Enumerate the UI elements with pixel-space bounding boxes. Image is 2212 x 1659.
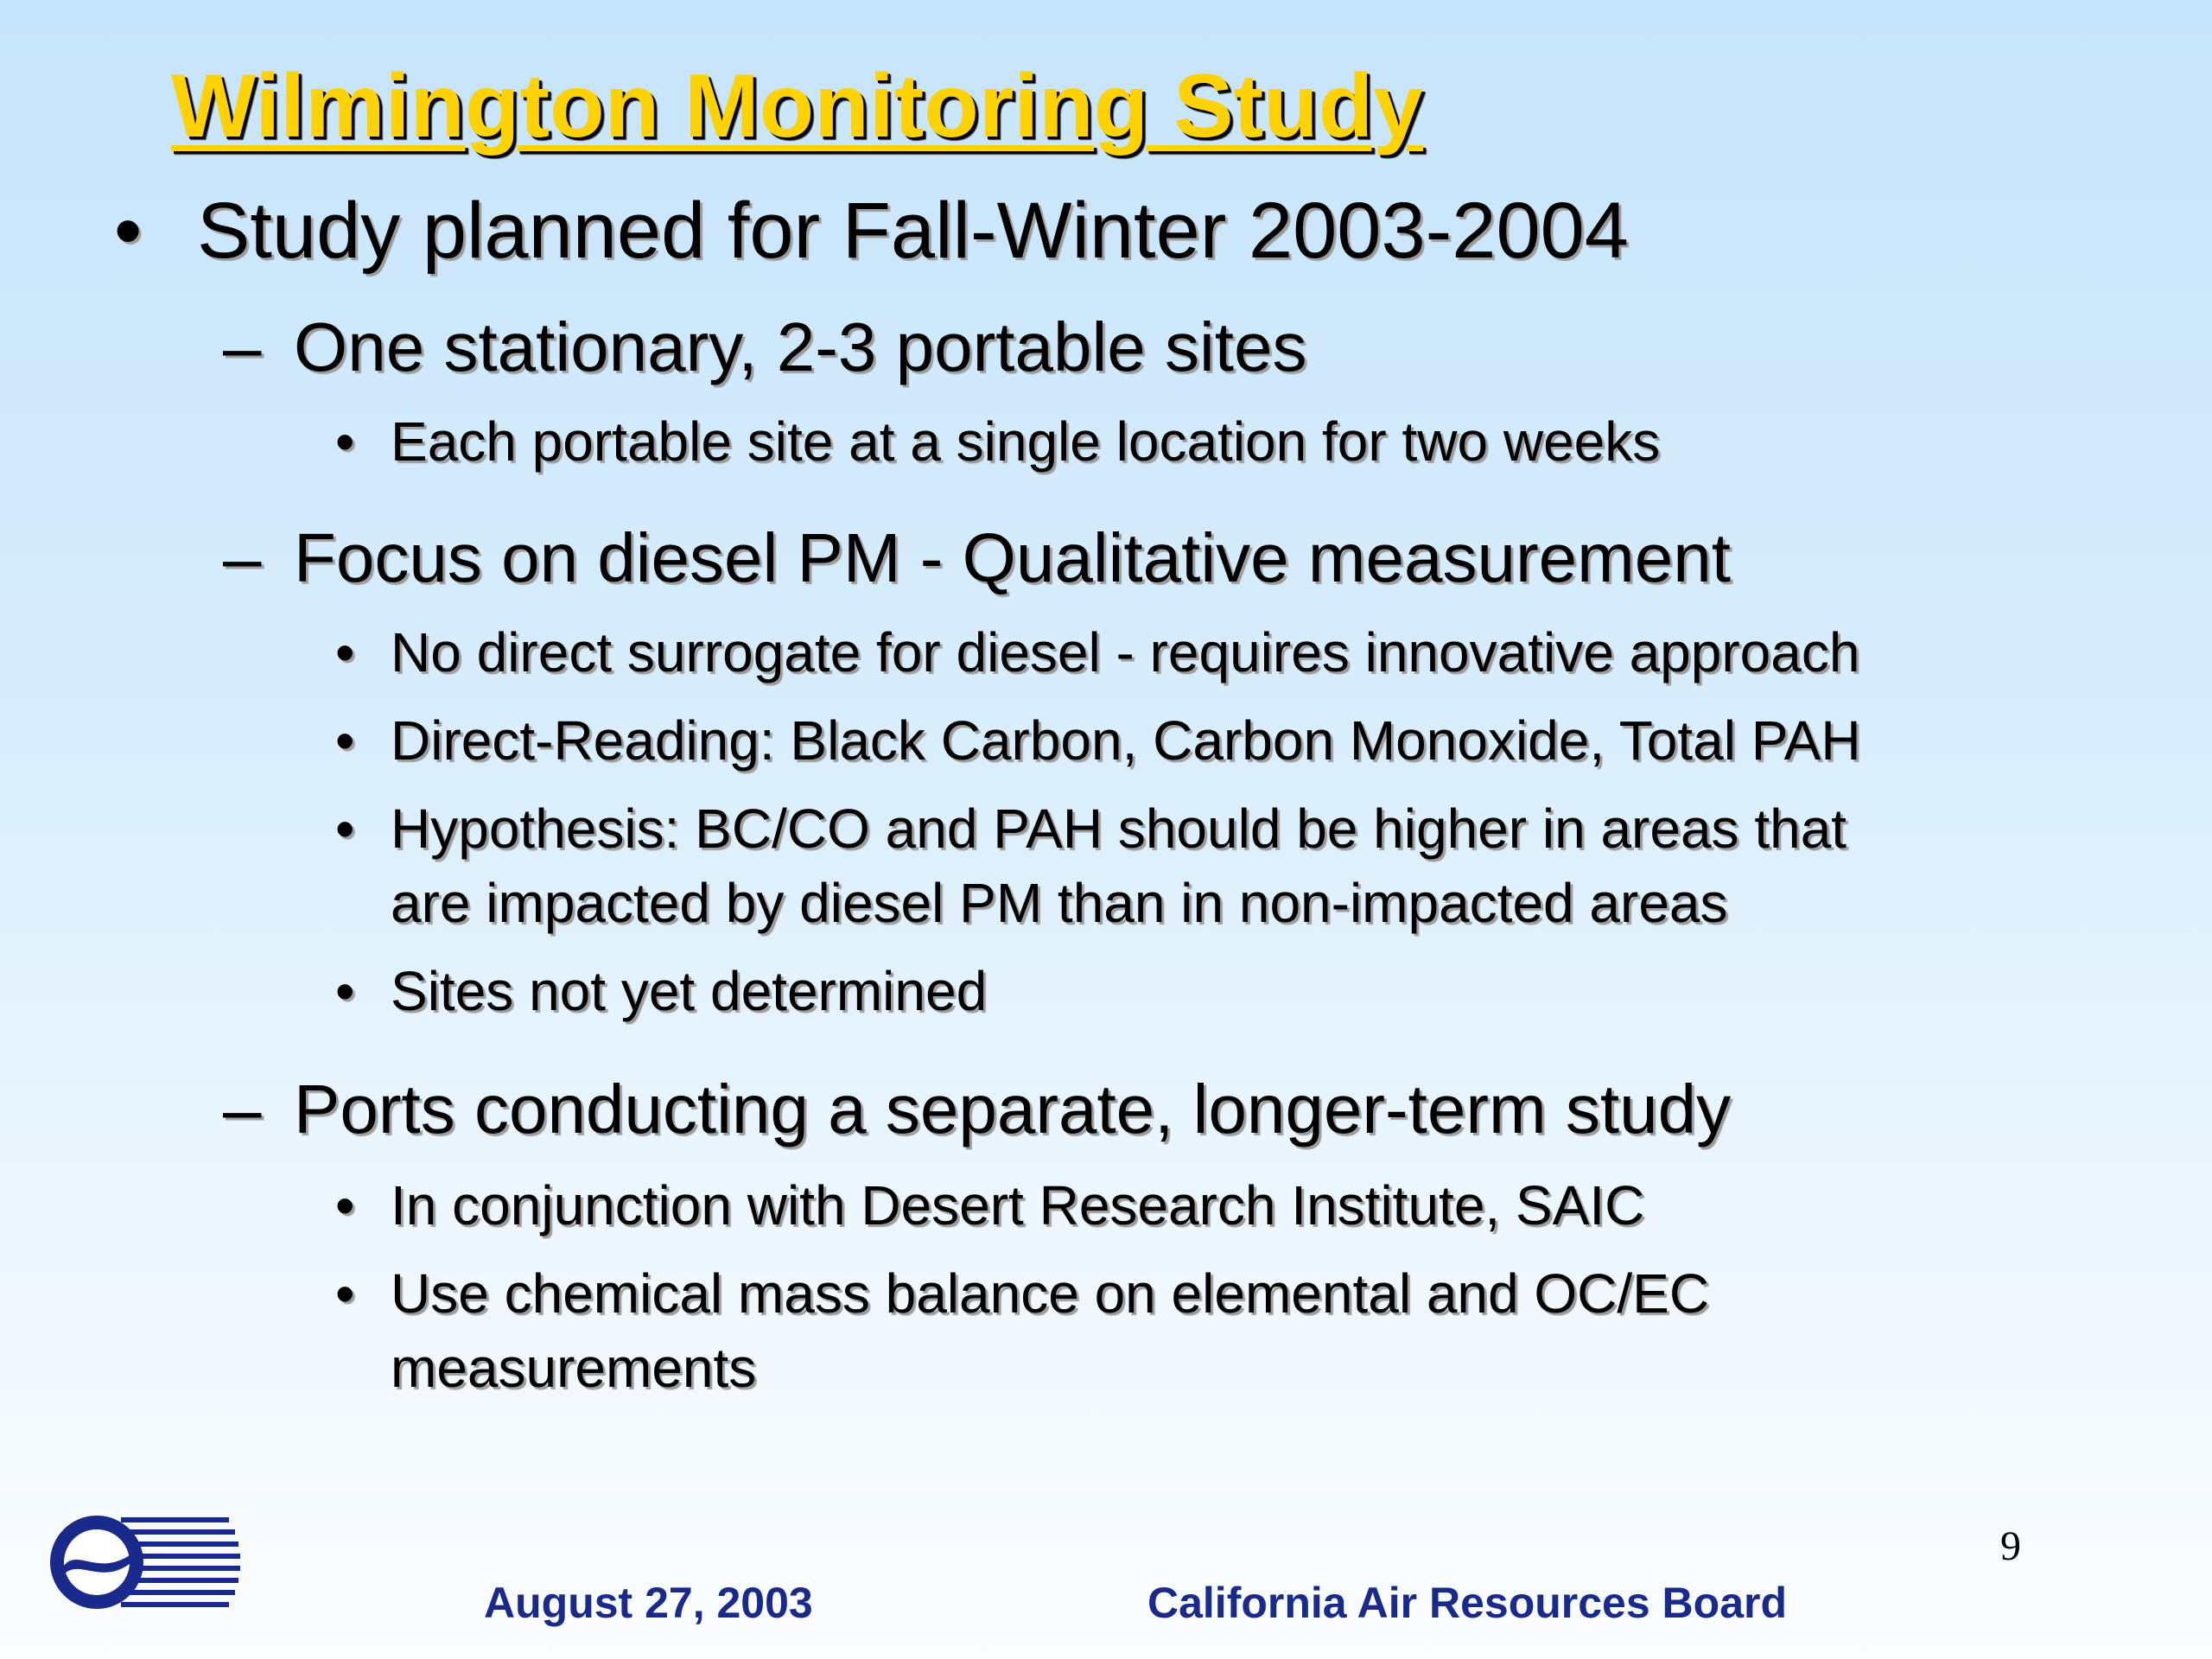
carb-logo-icon	[43, 1510, 242, 1612]
dash-marker: –	[223, 519, 262, 596]
bullet-direct-reading: Direct-Reading: Black Carbon, Carbon Monoxide, Total PAH	[391, 709, 1861, 772]
footer-organization: California Air Resources Board	[1147, 1579, 1788, 1627]
bullet-mass-balance-line1: Use chemical mass balance on elemental and OC/EC	[391, 1262, 1710, 1325]
small-bullet-marker: •	[335, 1174, 355, 1236]
bullet-portable-site: Each portable site at a single location for two weeks	[391, 410, 1661, 473]
small-bullet-marker: •	[335, 1262, 355, 1325]
bullet-sites: One stationary, 2-3 portable sites	[294, 308, 1307, 385]
small-bullet-marker: •	[335, 960, 355, 1022]
bullet-mass-balance-line2: measurements	[391, 1337, 757, 1399]
page-number: 9	[2000, 1523, 2021, 1569]
bullet-study-planned: Study planned for Fall-Winter 2003-2004	[197, 187, 1629, 275]
bullet-ports-study: Ports conducting a separate, longer-term study	[294, 1071, 1732, 1147]
bullet-hypothesis-line2: are impacted by diesel PM than in non-impacted areas	[391, 872, 1728, 934]
bullet-hypothesis-line1: Hypothesis: BC/CO and PAH should be higher in areas that	[391, 798, 1847, 860]
bullet-sites-not-determined: Sites not yet determined	[391, 960, 988, 1022]
slide-title: Wilmington Monitoring Study	[171, 56, 1423, 156]
dash-marker: –	[223, 1071, 262, 1147]
small-bullet-marker: •	[335, 709, 355, 772]
dash-marker: –	[223, 308, 262, 385]
bullet-marker: •	[114, 187, 143, 275]
bullet-no-surrogate: No direct surrogate for diesel - requires innovative approach	[391, 621, 1860, 683]
bullet-conjunction: In conjunction with Desert Research Institute, SAIC	[391, 1174, 1645, 1236]
small-bullet-marker: •	[335, 621, 355, 683]
small-bullet-marker: •	[335, 410, 355, 473]
footer-date: August 27, 2003	[484, 1579, 813, 1627]
bullet-focus-diesel: Focus on diesel PM - Qualitative measurement	[294, 519, 1731, 596]
small-bullet-marker: •	[335, 798, 355, 860]
